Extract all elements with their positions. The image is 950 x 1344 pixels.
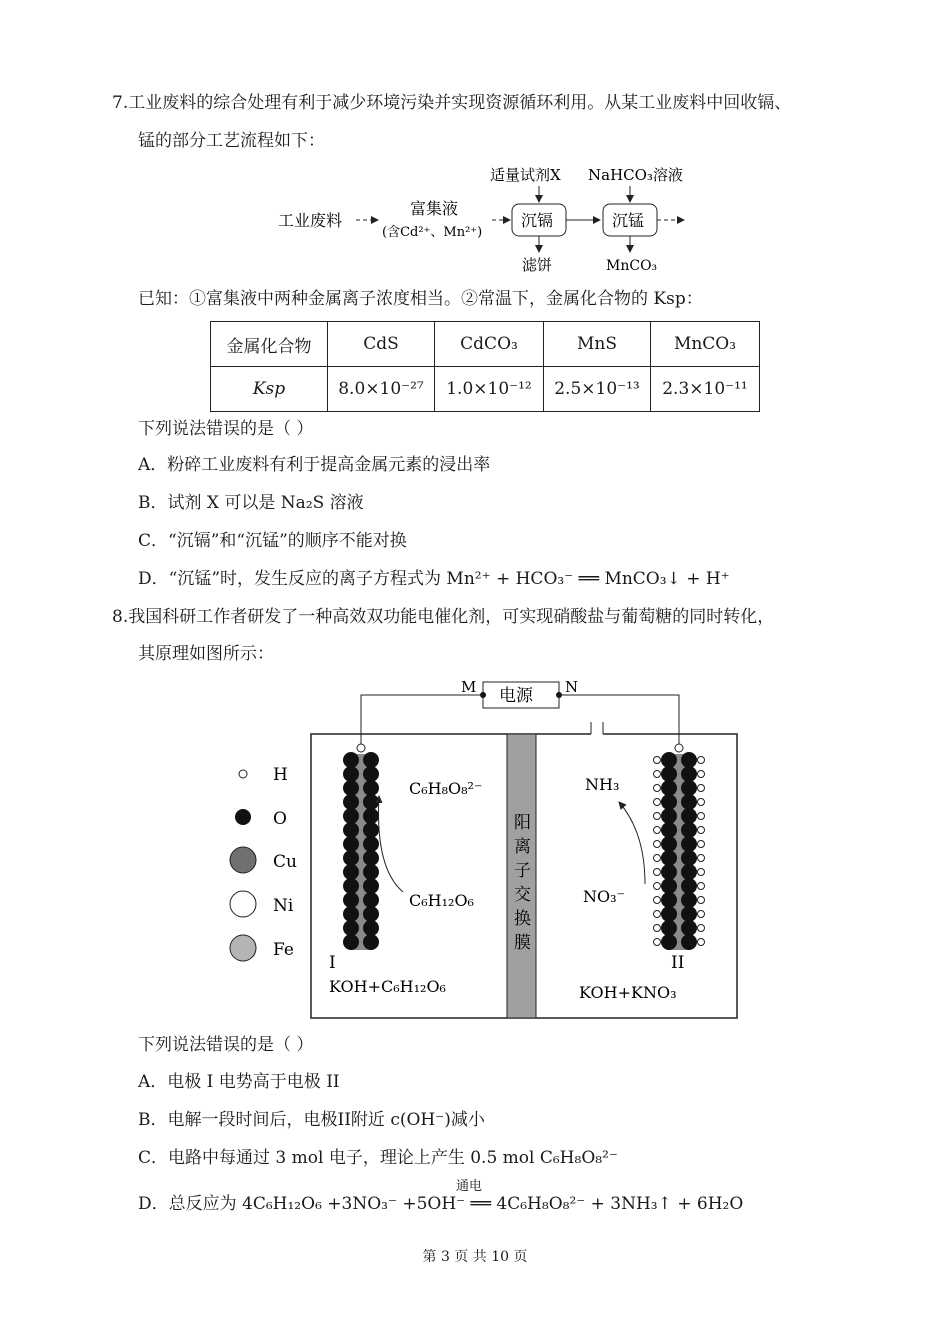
hydrogen-atom: [698, 757, 705, 764]
flow-step1: 沉镉: [521, 211, 554, 230]
hydrogen-atom: [698, 799, 705, 806]
right-reactant-label: NO₃⁻: [583, 887, 625, 906]
q8-option-d-condition: 通电: [456, 1179, 483, 1194]
oxygen-atom: [344, 837, 359, 852]
table-row: [211, 367, 760, 412]
hydrogen-atom: [698, 841, 705, 848]
hydrogen-atom: [698, 911, 705, 918]
hydrogen-atom: [654, 813, 661, 820]
oxygen-atom: [682, 823, 697, 838]
hydrogen-atom: [698, 897, 705, 904]
table-cell: 2.3×10⁻¹¹: [651, 367, 760, 412]
q8-stem-text: 我国科研工作者研发了一种高效双功能电催化剂，可实现硝酸盐与葡萄糖的同时转化，: [128, 607, 775, 627]
q8-option-d: D．总反应为 4C₆H₁₂O₆ +3NO₃⁻ +5OH⁻ ══ 4C₆H₈O₈²⁻ + 3NH₃↑ + 6H₂O: [138, 1194, 744, 1214]
hydrogen-atom: [654, 869, 661, 876]
oxygen-atom: [344, 865, 359, 880]
left-product-label: C₆H₈O₈²⁻: [409, 779, 483, 798]
q8-stem-line2: 其原理如图所示：: [138, 644, 274, 664]
table-header-cell: CdCO₃: [435, 322, 544, 367]
hydrogen-atom: [654, 827, 661, 834]
oxygen-atom: [682, 879, 697, 894]
q7-flow-chart: [270, 160, 710, 278]
table-row-label: Ksp: [211, 367, 328, 412]
oxygen-atom: [682, 851, 697, 866]
oxygen-atom: [662, 767, 677, 782]
wire-left: [361, 695, 483, 744]
flow-start: 工业废料: [278, 211, 343, 230]
legend-ni-marker: [230, 891, 256, 917]
oxygen-atom: [682, 809, 697, 824]
oxygen-atom: [364, 893, 379, 908]
oxygen-atom: [662, 837, 677, 852]
oxygen-atom: [662, 935, 677, 950]
oxygen-atom: [344, 781, 359, 796]
hydrogen-atom: [357, 744, 365, 752]
q7-number: 7.: [112, 93, 129, 113]
oxygen-atom: [682, 935, 697, 950]
oxygen-atom: [364, 795, 379, 810]
right-reaction-arrow: [619, 802, 645, 884]
oxygen-atom: [662, 851, 677, 866]
membrane-char: 阳: [514, 813, 531, 833]
oxygen-atom: [344, 851, 359, 866]
wire-right: [559, 695, 679, 744]
table-cell: 1.0×10⁻¹²: [435, 367, 544, 412]
legend-cu-label: Cu: [273, 852, 297, 872]
table-cell: 8.0×10⁻²⁷: [328, 367, 435, 412]
oxygen-atom: [682, 753, 697, 768]
membrane-char: 膜: [514, 933, 531, 953]
oxygen-atom: [364, 837, 379, 852]
legend-fe-marker: [230, 935, 256, 961]
q8-option-a: A．电极 I 电势高于电极 II: [138, 1072, 340, 1092]
electrode-right: [654, 744, 705, 950]
hydrogen-atom: [654, 785, 661, 792]
legend-h-label: H: [273, 765, 288, 785]
oxygen-atom: [682, 781, 697, 796]
oxygen-atom: [662, 921, 677, 936]
hydrogen-atom: [654, 939, 661, 946]
oxygen-atom: [344, 879, 359, 894]
flow-enriched-label: 富集液: [410, 199, 459, 218]
left-solution-label: KOH+C₆H₁₂O₆: [329, 977, 446, 996]
oxygen-atom: [364, 781, 379, 796]
oxygen-atom: [364, 851, 379, 866]
hydrogen-atom: [698, 869, 705, 876]
table-header-cell: CdS: [328, 322, 435, 367]
table-cell: 2.5×10⁻¹³: [544, 367, 651, 412]
oxygen-atom: [364, 865, 379, 880]
q8-prompt: 下列说法错误的是（ ）: [138, 1035, 314, 1055]
hydrogen-atom: [698, 939, 705, 946]
hydrogen-atom: [698, 925, 705, 932]
q7-stem-line1: [112, 92, 791, 114]
page-footer: 第 3 页 共 10 页: [422, 1249, 528, 1265]
oxygen-atom: [364, 879, 379, 894]
membrane-char: 交: [514, 885, 531, 905]
flow-enriched-sub: (含Cd²⁺、Mn²⁺): [382, 225, 483, 240]
q7-known: 已知：①富集液中两种金属离子浓度相当。②常温下，金属化合物的 Ksp：: [138, 289, 703, 309]
hydrogen-atom: [698, 813, 705, 820]
q7-prompt: 下列说法错误的是（ ）: [138, 419, 314, 439]
oxygen-atom: [662, 893, 677, 908]
q7-option-a: A．粉碎工业废料有利于提高金属元素的浸出率: [138, 455, 491, 475]
q7-option-c: C．“沉镉”和“沉锰”的顺序不能对换: [138, 531, 407, 551]
legend-o-marker: [235, 809, 251, 825]
terminal-m-label: M: [461, 678, 477, 696]
flow-out2: MnCO₃: [606, 258, 658, 274]
hydrogen-atom: [698, 855, 705, 862]
legend-fe-label: Fe: [273, 940, 294, 960]
table-header-cell: MnS: [544, 322, 651, 367]
oxygen-atom: [682, 767, 697, 782]
oxygen-atom: [364, 753, 379, 768]
hydrogen-atom: [654, 855, 661, 862]
oxygen-atom: [364, 809, 379, 824]
oxygen-atom: [344, 823, 359, 838]
oxygen-atom: [662, 823, 677, 838]
terminal-n-label: N: [565, 678, 579, 696]
oxygen-atom: [682, 893, 697, 908]
flow-step2: 沉锰: [612, 211, 645, 230]
hydrogen-atom: [698, 771, 705, 778]
hydrogen-atom: [654, 841, 661, 848]
q8-stem-line1: [112, 606, 774, 628]
oxygen-atom: [662, 809, 677, 824]
oxygen-atom: [662, 879, 677, 894]
flow-out1: 滤饼: [522, 256, 553, 274]
left-reactant-label: C₆H₁₂O₆: [409, 891, 474, 910]
oxygen-atom: [344, 809, 359, 824]
table-row: [211, 322, 760, 367]
oxygen-atom: [344, 753, 359, 768]
hydrogen-atom: [654, 757, 661, 764]
oxygen-atom: [364, 907, 379, 922]
oxygen-atom: [344, 893, 359, 908]
oxygen-atom: [344, 935, 359, 950]
legend-ni-label: Ni: [273, 896, 294, 916]
right-product-label: NH₃: [585, 775, 620, 794]
oxygen-atom: [364, 767, 379, 782]
hydrogen-atom: [654, 799, 661, 806]
legend-h-marker: [239, 770, 247, 778]
membrane-char: 子: [514, 861, 531, 881]
q8-number: 8.: [112, 607, 129, 627]
oxygen-atom: [662, 865, 677, 880]
q7-stem-line2: 锰的部分工艺流程如下：: [138, 131, 325, 151]
oxygen-atom: [682, 795, 697, 810]
membrane-char: 换: [514, 909, 531, 929]
q7-option-b: B．试剂 X 可以是 Na₂S 溶液: [138, 493, 364, 513]
oxygen-atom: [344, 921, 359, 936]
right-solution-label: KOH+KNO₃: [579, 983, 677, 1002]
left-reaction-arrow: [379, 796, 404, 892]
oxygen-atom: [662, 781, 677, 796]
oxygen-atom: [682, 837, 697, 852]
table-header-cell: MnCO₃: [651, 322, 760, 367]
q7-stem-text: 工业废料的综合处理有利于减少环境污染并实现资源循环利用。从某工业废料中回收镉、: [128, 93, 792, 113]
oxygen-atom: [344, 795, 359, 810]
oxygen-atom: [662, 907, 677, 922]
legend-o-label: O: [273, 809, 287, 829]
oxygen-atom: [344, 907, 359, 922]
q8-option-c: C．电路中每通过 3 mol 电子，理论上产生 0.5 mol C₆H₈O₈²⁻: [138, 1148, 618, 1168]
oxygen-atom: [682, 907, 697, 922]
hydrogen-atom: [654, 911, 661, 918]
membrane-char: 离: [514, 837, 531, 857]
q7-ksp-table: [210, 321, 760, 412]
q8-diagram: [225, 672, 745, 1024]
table-header-cell: 金属化合物: [211, 322, 328, 367]
oxygen-atom: [682, 865, 697, 880]
flow-reagent-nahco3: NaHCO₃溶液: [588, 166, 683, 184]
hydrogen-atom: [698, 785, 705, 792]
legend-cu-marker: [230, 847, 256, 873]
power-source-label: 电源: [499, 686, 533, 706]
oxygen-atom: [344, 767, 359, 782]
electrode-left-label: I: [329, 953, 336, 973]
q7-option-d: D．“沉锰”时，发生反应的离子方程式为 Mn²⁺ + HCO₃⁻ ══ MnCO₃↓ + H⁺: [138, 569, 730, 589]
oxygen-atom: [364, 935, 379, 950]
hydrogen-atom: [654, 883, 661, 890]
oxygen-atom: [662, 753, 677, 768]
electrode-left: [344, 744, 379, 950]
oxygen-atom: [682, 921, 697, 936]
oxygen-atom: [364, 921, 379, 936]
oxygen-atom: [662, 795, 677, 810]
electrode-right-label: II: [671, 953, 685, 973]
hydrogen-atom: [698, 883, 705, 890]
q8-option-b: B．电解一段时间后，电极II附近 c(OH⁻)减小: [138, 1110, 485, 1130]
oxygen-atom: [364, 823, 379, 838]
hydrogen-atom: [675, 744, 683, 752]
hydrogen-atom: [654, 925, 661, 932]
hydrogen-atom: [698, 827, 705, 834]
hydrogen-atom: [654, 897, 661, 904]
flow-reagent-x: 适量试剂X: [490, 166, 561, 184]
hydrogen-atom: [654, 771, 661, 778]
